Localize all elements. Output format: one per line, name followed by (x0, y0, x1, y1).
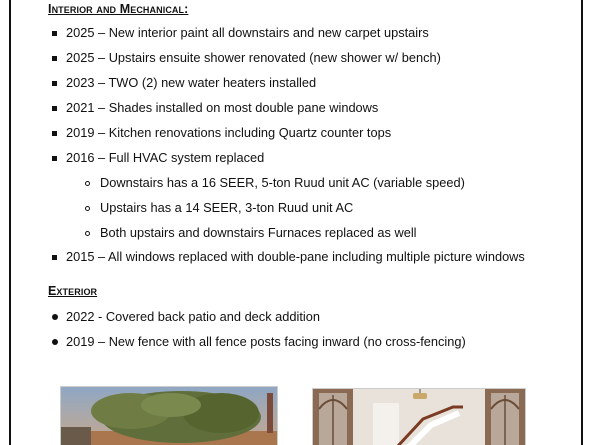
sub-list-item-text: Both upstairs and downstairs Furnaces replaced as well (100, 225, 417, 240)
square-bullet-icon (52, 255, 57, 260)
circle-bullet-icon (85, 181, 90, 186)
dot-bullet-icon (52, 339, 58, 345)
dot-bullet-icon (52, 314, 58, 320)
square-bullet-icon (52, 106, 57, 111)
staircase-interior-photo (312, 388, 526, 445)
list-item-text: 2015 – All windows replaced with double-pane including multiple picture windows (66, 249, 525, 264)
section-title-interior: Interior and Mechanical: (48, 2, 189, 16)
sub-list-item-text: Upstairs has a 14 SEER, 3-ton Ruud unit AC (100, 200, 354, 215)
circle-bullet-icon (85, 206, 90, 211)
list-item-text: 2025 – New interior paint all downstairs and new carpet upstairs (66, 25, 429, 40)
staircase-interior-image (313, 389, 525, 445)
backyard-tree-photo (60, 386, 278, 445)
square-bullet-icon (52, 56, 57, 61)
list-item-text: 2021 – Shades installed on most double pane windows (66, 100, 379, 115)
backyard-tree-image (61, 387, 277, 445)
list-item-text: 2016 – Full HVAC system replaced (66, 150, 265, 165)
section-title-exterior: Exterior (48, 284, 98, 298)
square-bullet-icon (52, 131, 57, 136)
list-item-text: 2025 – Upstairs ensuite shower renovated (new shower w/ bench) (66, 50, 441, 65)
square-bullet-icon (52, 156, 57, 161)
list-item-text: 2019 – New fence with all fence posts facing inward (no cross-fencing) (66, 334, 466, 349)
sub-list-item-text: Downstairs has a 16 SEER, 5-ton Ruud unit AC (variable speed) (100, 175, 465, 190)
circle-bullet-icon (85, 231, 90, 236)
list-item-text: 2022 - Covered back patio and deck addition (66, 309, 320, 324)
list-item-text: 2019 – Kitchen renovations including Quartz counter tops (66, 125, 392, 140)
list-item-text: 2023 – TWO (2) new water heaters installed (66, 75, 317, 90)
square-bullet-icon (52, 81, 57, 86)
document-page (9, 0, 583, 445)
square-bullet-icon (52, 31, 57, 36)
